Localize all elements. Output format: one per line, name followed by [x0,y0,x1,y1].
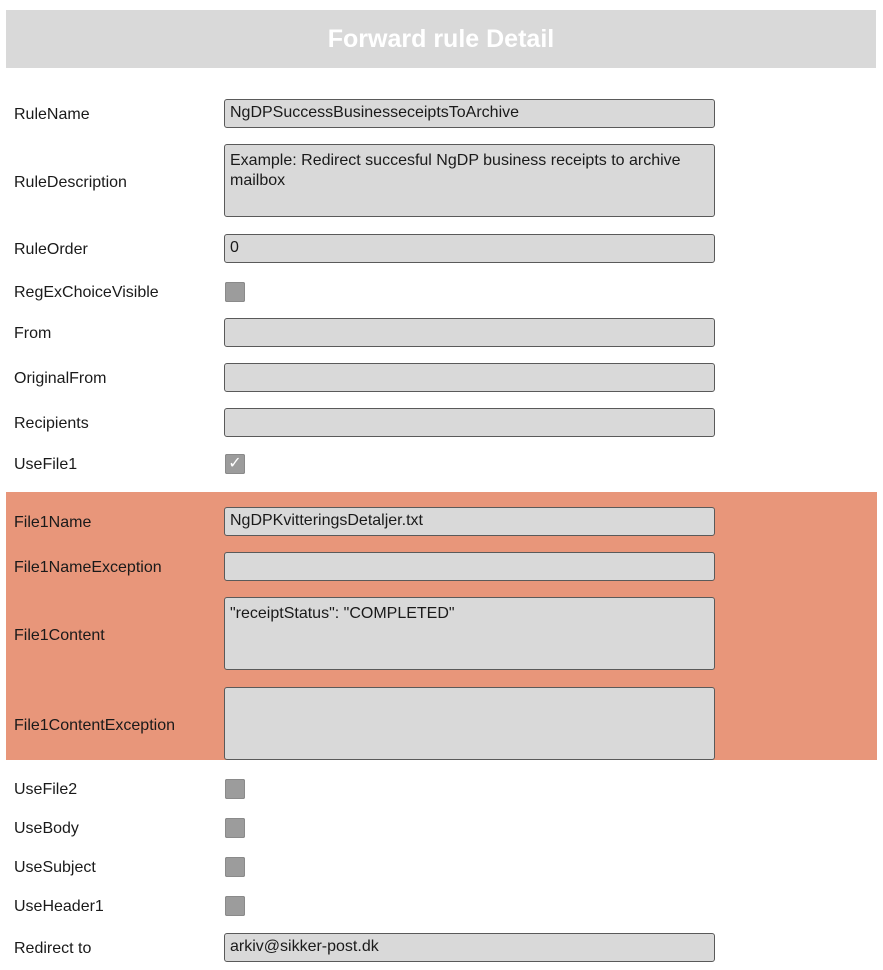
rule-order-label: RuleOrder [14,241,88,258]
redirect-to-input[interactable]: arkiv@sikker-post.dk [224,933,715,962]
use-file1-label: UseFile1 [14,456,78,473]
from-input[interactable] [224,318,715,347]
recipients-label: Recipients [14,415,89,432]
use-subject-checkbox[interactable] [225,857,245,877]
use-header1-label: UseHeader1 [14,898,104,915]
file1-name-label: File1Name [14,514,92,531]
original-from-label: OriginalFrom [14,370,107,387]
use-body-label: UseBody [14,820,79,837]
checkmark-icon: ✓ [228,455,242,472]
file1-name-exception-label: File1NameException [14,559,162,576]
from-label: From [14,325,52,342]
use-file2-checkbox[interactable] [225,779,245,799]
use-subject-label: UseSubject [14,859,96,876]
file1-content-textarea[interactable]: "receiptStatus": "COMPLETED" [224,597,715,670]
recipients-input[interactable] [224,408,715,437]
page-header [6,10,876,68]
redirect-to-label: Redirect to [14,940,92,957]
file1-content-exception-label: File1ContentException [14,717,175,734]
original-from-input[interactable] [224,363,715,392]
use-header1-checkbox[interactable] [225,896,245,916]
use-file2-label: UseFile2 [14,781,78,798]
regex-choice-visible-label: RegExChoiceVisible [14,284,159,301]
rule-name-input[interactable]: NgDPSuccessBusinesseceiptsToArchive [224,99,715,128]
rule-name-label: RuleName [14,106,90,123]
file1-content-exception-textarea[interactable] [224,687,715,760]
rule-description-textarea[interactable]: Example: Redirect succesful NgDP business receipts to archive mailbox [224,144,715,217]
rule-description-label: RuleDescription [14,174,127,191]
file1-content-label: File1Content [14,627,105,644]
file1-name-input[interactable]: NgDPKvitteringsDetaljer.txt [224,507,715,536]
use-body-checkbox[interactable] [225,818,245,838]
rule-order-input[interactable]: 0 [224,234,715,263]
page-title: Forward rule Detail [327,24,555,53]
regex-choice-visible-checkbox[interactable] [225,282,245,302]
use-file1-checkbox[interactable] [225,454,245,474]
file1-name-exception-input[interactable] [224,552,715,581]
